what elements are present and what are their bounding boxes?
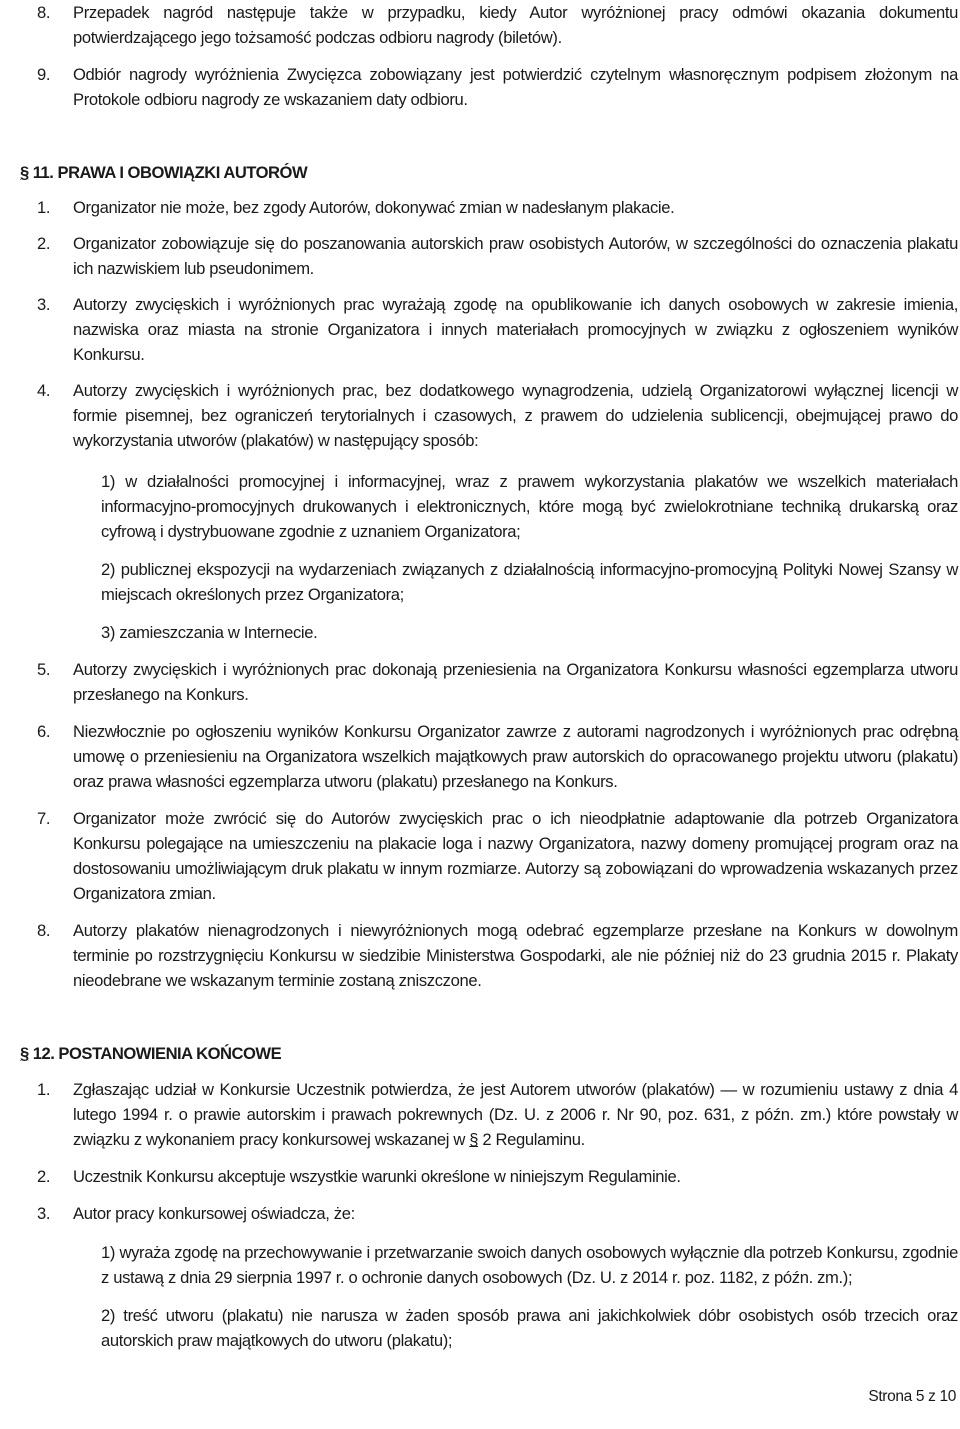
- item-text-part: Zgłaszając udział w Konkursie Uczestnik potwierdza, że jest Autorem utworów (plakatów) — w rozumieniu ustawy z dnia 4 lutego 1994 r. o prawie autorskim i prawach pokrewnych (Dz. U. z 2006 r. Nr 90, poz. 631, z późn. zm.) które powstały w związku z wykonaniem pracy konkursowej wskazanej w: [73, 1080, 958, 1149]
- list-item: [0, 378, 960, 453]
- section-heading: [0, 1041, 960, 1066]
- item-number: 1.: [37, 1080, 51, 1099]
- item-number: 9.: [37, 65, 51, 84]
- item-number: 8.: [37, 921, 51, 940]
- list-item: [0, 292, 960, 367]
- list-item: [0, 62, 960, 112]
- item-text: Autorzy zwycięskich i wyróżnionych prac, bez dodatkowego wynagrodzenia, udzielą Organizatorowi wyłącznej licencji w formie pisemnej, bez ograniczeń terytorialnych i czasowych, z prawem do udzielenia sublicencji, obejmującej prawo do wykorzystania utworów (plakatów) w następujący sposób:: [73, 381, 958, 450]
- list-item: [0, 918, 960, 993]
- list-item: [0, 719, 960, 794]
- item-text: Organizator zobowiązuje się do poszanowania autorskich praw osobistych Autorów, w szczególności do oznaczenia plakatu ich nazwiskiem lub pseudonimem.: [73, 234, 958, 278]
- item-text: [73, 1080, 958, 1149]
- item-text: Przepadek nagród następuje także w przypadku, kiedy Autor wyróżnionej pracy odmówi okazania dokumentu potwierdzającego jego tożsamość podczas odbioru nagrody (biletów).: [73, 3, 958, 47]
- list-item: [0, 657, 960, 707]
- sub-item: 2) publicznej ekspozycji na wydarzeniach związanych z działalnością informacyjno-promocyjną Polityki Nowej Szansy w miejscach określonych przez Organizatora;: [101, 560, 958, 604]
- section-mark: §: [20, 1044, 29, 1063]
- section-11-list-continued: [0, 657, 960, 993]
- item-text: Autor pracy konkursowej oświadcza, że:: [73, 1204, 355, 1223]
- section-mark: §: [20, 163, 29, 182]
- list-item: [0, 195, 960, 220]
- item-number: 3.: [37, 295, 51, 314]
- section-title: 11. PRAWA I OBOWIĄZKI AUTORÓW: [32, 163, 308, 182]
- list-item: [0, 1164, 960, 1189]
- section-title: 12. POSTANOWIENIA KOŃCOWE: [32, 1044, 282, 1063]
- item-text: Odbiór nagrody wyróżnienia Zwycięzca zobowiązany jest potwierdzić czytelnym własnoręcznym podpisem złożonym na Protokole odbioru nagrody ze wskazaniem daty odbioru.: [73, 65, 958, 109]
- list-item: [0, 1077, 960, 1152]
- page-number: Strona 5 z 10: [868, 1388, 956, 1405]
- item-number: 1.: [37, 198, 51, 217]
- section-11-subitems: [0, 469, 960, 645]
- section-12: [0, 1041, 960, 1066]
- section-11: [0, 160, 960, 185]
- item-number: 8.: [37, 3, 51, 22]
- sub-item: 1) w działalności promocyjnej i informacyjnej, wraz z prawem wykorzystania plakatów we wszelkich materiałach informacyjno-promocyjnych drukowanych i elektronicznych, które mogą być zwielokrotniane techniką drukarską oraz cyfrową i dystrybuowane zgodnie z uznaniem Organizatora;: [101, 472, 958, 541]
- section-10-tail: [0, 0, 960, 112]
- sub-item: 3) zamieszczania w Internecie.: [101, 623, 318, 642]
- sub-item: 2) treść utworu (plakatu) nie narusza w żaden sposób prawa ani jakichkolwiek dóbr osobistych osób trzecich oraz autorskich praw majątkowych do utworu (plakatu);: [101, 1306, 958, 1350]
- list-item: [0, 231, 960, 281]
- item-number: 6.: [37, 722, 51, 741]
- list-item: [0, 1201, 960, 1226]
- section-11-list: [0, 195, 960, 453]
- item-text: Autorzy plakatów nienagrodzonych i niewyróżnionych mogą odebrać egzemplarze przesłane na Konkurs w dowolnym terminie po rozstrzygnięciu Konkursu w siedzibie Ministerstwa Gospodarki, ale nie później niż do 23 grudnia 2015 r. Plakaty nieodebrane we wskazanym terminie zostaną zniszczone.: [73, 921, 958, 990]
- section-12-subitems: [0, 1240, 960, 1353]
- item-text: Uczestnik Konkursu akceptuje wszystkie warunki określone w niniejszym Regulaminie.: [73, 1167, 681, 1186]
- section-heading: [0, 160, 960, 185]
- item-text: Organizator może zwrócić się do Autorów zwycięskich prac o ich nieodpłatnie adaptowanie dla potrzeb Organizatora Konkursu polegające na umieszczeniu na plakacie loga i nazwy Organizatora, nazwy domeny promującej program oraz na dostosowaniu umożliwiającym druk plakatu w innym rozmiarze. Autorzy są zobowiązani do wprowadzenia wskazanych przez Organizatora zmian.: [73, 809, 958, 903]
- list-item: [0, 806, 960, 906]
- item-text: Autorzy zwycięskich i wyróżnionych prac wyrażają zgodę na opublikowanie ich danych osobowych w zakresie imienia, nazwiska oraz miasta na stronie Organizatora i innych materiałach promocyjnych w związku z ogłoszeniem wyników Konkursu.: [73, 295, 958, 364]
- item-text-part: 2 Regulaminu.: [478, 1130, 585, 1149]
- section-reference: §: [469, 1130, 479, 1149]
- item-text: Organizator nie może, bez zgody Autorów, dokonywać zmian w nadesłanym plakacie.: [73, 198, 675, 217]
- list-item: [0, 0, 960, 50]
- item-number: 2.: [37, 234, 51, 253]
- item-number: 5.: [37, 660, 51, 679]
- item-text: Niezwłocznie po ogłoszeniu wyników Konkursu Organizator zawrze z autorami nagrodzonych i wyróżnionych prac odrębną umowę o przeniesieniu na Organizatora wszelkich majątkowych praw autorskich do opracowanego projektu utworu (plakatu) oraz prawa własności egzemplarza utworu (plakatu) przesłanego na Konkurs.: [73, 722, 958, 791]
- item-number: 7.: [37, 809, 51, 828]
- item-text: Autorzy zwycięskich i wyróżnionych prac dokonają przeniesienia na Organizatora Konkursu własności egzemplarza utworu przesłanego na Konkurs.: [73, 660, 958, 704]
- sub-item: 1) wyraża zgodę na przechowywanie i przetwarzanie swoich danych osobowych wyłącznie dla potrzeb Konkursu, zgodnie z ustawą z dnia 29 sierpnia 1997 r. o ochronie danych osobowych (Dz. U. z 2014 r. poz. 1182, z późn. zm.);: [101, 1243, 958, 1287]
- item-number: 4.: [37, 381, 51, 400]
- item-number: 3.: [37, 1204, 51, 1223]
- section-12-list: [0, 1077, 960, 1226]
- item-number: 2.: [37, 1167, 51, 1186]
